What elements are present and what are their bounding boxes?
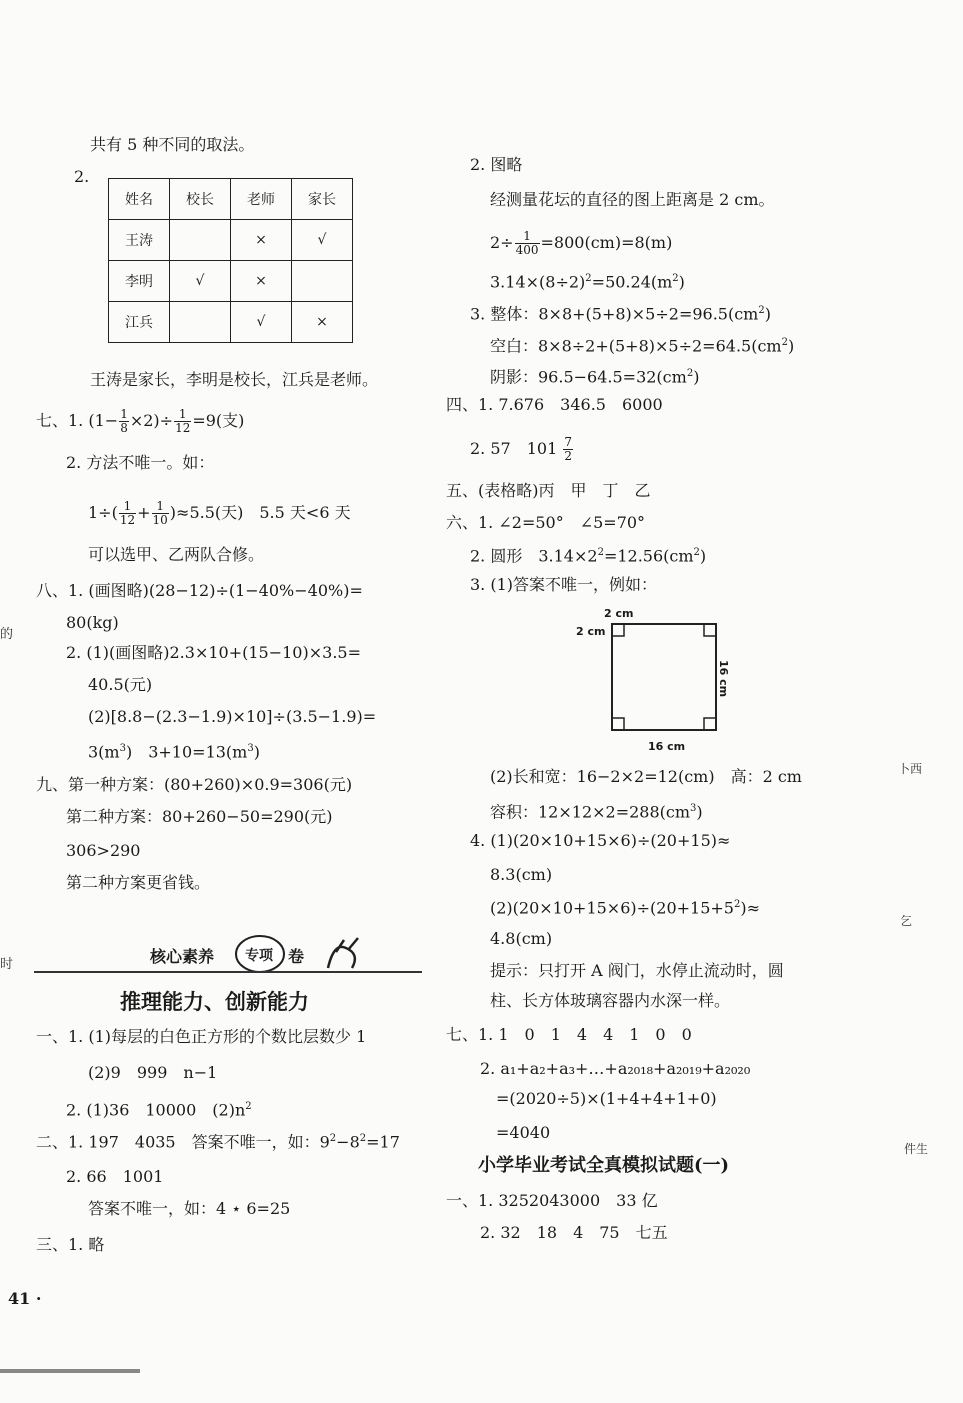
text-line: 2. 66 1001 xyxy=(66,1167,164,1186)
dim-label-right: 16 cm xyxy=(717,660,730,698)
box-net-figure xyxy=(570,604,740,754)
text-line: (2)[8.8−(2.3−1.9)×10]÷(3.5−1.9)= xyxy=(88,707,377,726)
text-fragment: =50.24(m xyxy=(591,272,673,292)
text-line: 经测量花坛的直径的图上距离是 2 cm。 xyxy=(490,190,775,209)
table-header-row xyxy=(109,179,353,220)
mascot-icon xyxy=(328,938,358,968)
corner-cut xyxy=(612,718,624,730)
text-line: 40.5(元) xyxy=(88,675,153,694)
table-cell: 王涛 xyxy=(109,220,170,261)
superscript: 3 xyxy=(119,743,126,754)
answer-6-4-2 xyxy=(490,894,760,919)
table-header-cell: 老师 xyxy=(231,179,292,220)
text-fragment: ) xyxy=(764,304,771,324)
fraction-denominator: 12 xyxy=(175,421,191,435)
dim-label-left: 2 cm xyxy=(576,625,606,638)
text-line: 九、第一种方案：(80+260)×0.9=306(元) xyxy=(36,775,353,794)
superscript: 2 xyxy=(245,1101,252,1112)
text-fragment: ) xyxy=(693,367,700,387)
text-fragment: ) xyxy=(787,336,795,356)
fraction-numerator: 1 xyxy=(119,500,136,514)
superscript: 2 xyxy=(781,337,788,348)
text-fragment: 容积：12×12×2=288(cm xyxy=(490,802,691,822)
answer-r3-shade xyxy=(490,363,699,388)
answer-s2-1 xyxy=(36,1128,400,1153)
text-line: =4040 xyxy=(496,1123,551,1142)
text-fragment: 阴影：96.5−64.5=32(cm xyxy=(490,367,687,387)
item-number: 2. xyxy=(74,167,90,186)
answer-7-1 xyxy=(36,408,244,435)
text-fragment: =17 xyxy=(366,1132,400,1152)
answer-r2-scale xyxy=(490,230,672,257)
text-fragment: −8 xyxy=(336,1132,360,1152)
divider xyxy=(34,971,422,973)
text-fragment: + xyxy=(137,503,151,522)
text-line: 提示：只打开 A 阀门，水停止流动时，圆 xyxy=(490,961,784,980)
section-banner xyxy=(148,924,368,974)
scan-artifact xyxy=(0,1369,140,1373)
text-line: 八、1. (画图略)(28−12)÷(1−40%−40%)= xyxy=(36,581,363,600)
fraction-numerator: 1 xyxy=(152,500,169,514)
table-cell: × xyxy=(292,302,353,343)
text-line: 七、1. 1 0 1 4 4 1 0 0 xyxy=(446,1025,692,1044)
text-fragment: 2. (1)36 10000 (2)n xyxy=(66,1100,246,1120)
answer-6-3-volume xyxy=(490,798,703,823)
table-header-cell: 校长 xyxy=(170,179,231,220)
text-fragment: 空白：8×8÷2+(5+8)×5÷2=64.5(cm xyxy=(490,336,782,356)
table-cell xyxy=(292,261,353,302)
text-fragment: 3.14×(8÷2) xyxy=(490,272,586,292)
superscript: 3 xyxy=(690,803,697,814)
table-row xyxy=(109,261,353,302)
text-fragment: ) xyxy=(253,742,260,762)
fraction xyxy=(174,408,191,435)
fraction xyxy=(563,436,573,463)
logic-table xyxy=(108,178,353,343)
text-line: 2. 图略 xyxy=(470,155,523,174)
table-row xyxy=(109,302,353,343)
table-cell: √ xyxy=(231,302,292,343)
superscript: 2 xyxy=(585,273,592,284)
text-line: =(2020÷5)×(1+4+4+1+0) xyxy=(496,1089,717,1108)
table-cell: √ xyxy=(292,220,353,261)
table-header-cell: 姓名 xyxy=(109,179,170,220)
text-line: 2. 方法不唯一。如： xyxy=(66,453,215,472)
superscript: 2 xyxy=(672,273,679,284)
superscript: 2 xyxy=(733,899,741,910)
text-line: 306>290 xyxy=(66,841,141,860)
answer-r3-total xyxy=(470,300,771,325)
text-line: 一、1. (1)每层的白色正方形的个数比层数少 1 xyxy=(36,1027,367,1046)
superscript: 3 xyxy=(247,743,254,754)
table-cell: × xyxy=(231,261,292,302)
text-line: 共有 5 种不同的取法。 xyxy=(90,135,255,154)
margin-mark: 卜西 xyxy=(898,762,923,776)
text-fragment: =12.56(cm xyxy=(603,546,694,566)
fraction-numerator: 1 xyxy=(174,408,191,422)
superscript: 2 xyxy=(758,305,765,316)
fraction-denominator: 2 xyxy=(564,449,572,463)
text-line: 4.8(cm) xyxy=(490,929,553,948)
banner-tail-text: 卷 xyxy=(288,947,305,966)
table-row xyxy=(109,220,353,261)
superscript: 2 xyxy=(597,547,604,558)
text-line: 四、1. 7.676 346.5 6000 xyxy=(446,395,663,414)
corner-cut xyxy=(704,718,716,730)
dim-label-bottom: 16 cm xyxy=(648,740,686,753)
answer-4-2 xyxy=(470,436,574,463)
mock-exam-title: 小学毕业考试全真模拟试题(一) xyxy=(478,1155,730,1176)
fraction-denominator: 400 xyxy=(515,243,539,257)
text-fragment: (2)(20×10+15×6)÷(20+15+5 xyxy=(490,898,734,918)
table-cell xyxy=(170,302,231,343)
fraction-denominator: 10 xyxy=(152,513,168,527)
answer-8-2-volume xyxy=(88,738,260,763)
text-fragment: )≈5.5(天) 5.5 天<6 天 xyxy=(169,503,351,522)
text-line: 2. 32 18 4 75 七五 xyxy=(480,1223,668,1242)
text-fragment: 七、1. (1− xyxy=(36,411,119,430)
answer-s1-2 xyxy=(66,1096,252,1121)
fraction xyxy=(119,500,136,527)
text-line: 可以选甲、乙两队合修。 xyxy=(88,545,265,564)
margin-mark: 的 xyxy=(0,627,14,642)
fraction-numerator: 1 xyxy=(120,407,128,421)
text-line: 六、1. ∠2=50° ∠5=70° xyxy=(446,513,646,532)
banner-badge-text: 专项 xyxy=(245,948,273,964)
answer-r2-area xyxy=(490,268,685,293)
text-line: 2. a₁+a₂+a₃+…+a₂₀₁₈+a₂₀₁₉+a₂₀₂₀ xyxy=(480,1059,751,1078)
text-line: 柱、长方体玻璃容器内水深一样。 xyxy=(490,991,731,1010)
superscript: 2 xyxy=(359,1133,367,1144)
dim-label-top: 2 cm xyxy=(604,607,634,620)
text-line: 五、(表格略)丙 甲 丁 乙 xyxy=(446,481,651,500)
text-line: 2. (1)(画图略)2.3×10+(15−10)×3.5= xyxy=(66,643,361,662)
banner-text: 核心素养 xyxy=(150,947,215,966)
corner-cut xyxy=(612,624,624,636)
superscript: 2 xyxy=(693,547,700,558)
fraction xyxy=(152,500,169,527)
text-fragment: 3(m xyxy=(88,742,120,762)
text-line: 80(kg) xyxy=(66,613,119,632)
text-fragment: 2. 圆形 3.14×2 xyxy=(470,546,598,566)
answer-7-2-formula xyxy=(88,500,351,527)
text-line: 第二种方案：80+260−50=290(元) xyxy=(66,807,333,826)
text-fragment: 1÷( xyxy=(88,503,118,522)
fraction-numerator: 7 xyxy=(564,435,572,449)
fraction xyxy=(119,408,129,435)
superscript: 2 xyxy=(329,1133,337,1144)
text-fragment: 二、1. 197 4035 答案不唯一，如：9 xyxy=(36,1132,330,1152)
text-line: 一、1. 3252043000 33 亿 xyxy=(446,1191,658,1210)
text-line: (2)9 999 n−1 xyxy=(88,1063,218,1082)
text-line: 第二种方案更省钱。 xyxy=(66,873,211,892)
text-fragment: ) xyxy=(699,546,707,566)
text-fragment: 2. 57 101 xyxy=(470,439,558,458)
answer-6-2 xyxy=(470,542,706,567)
superscript: 2 xyxy=(686,368,694,379)
fraction xyxy=(515,230,540,257)
text-line: 王涛是家长，李明是校长，江兵是老师。 xyxy=(90,370,379,389)
fraction-numerator: 1 xyxy=(515,230,540,244)
text-fragment: ) xyxy=(678,272,685,292)
text-line: (2)长和宽：16−2×2=12(cm) 高：2 cm xyxy=(490,767,802,786)
text-fragment: =9(支) xyxy=(192,411,245,430)
text-line: 3. (1)答案不唯一，例如： xyxy=(470,575,658,594)
fraction-denominator: 12 xyxy=(119,513,136,527)
text-line: 答案不唯一，如：4 ⋆ 6=25 xyxy=(88,1199,291,1218)
margin-mark: 件生 xyxy=(904,1142,929,1156)
table-header-cell: 家长 xyxy=(292,179,353,220)
table-cell xyxy=(170,220,231,261)
corner-cut xyxy=(704,624,716,636)
text-fragment: =800(cm)=8(m) xyxy=(540,233,673,252)
text-line: 8.3(cm) xyxy=(490,865,553,884)
text-fragment: ) xyxy=(696,802,703,822)
table-cell: 李明 xyxy=(109,261,170,302)
page-number: 41 · xyxy=(8,1289,42,1308)
text-line: 4. (1)(20×10+15×6)÷(20+15)≈ xyxy=(470,831,731,850)
answer-r3-blank xyxy=(490,332,794,357)
table-cell: 江兵 xyxy=(109,302,170,343)
table-cell: √ xyxy=(170,261,231,302)
text-fragment: )≈ xyxy=(740,898,761,918)
text-fragment: 3. 整体：8×8+(5+8)×5÷2=96.5(cm xyxy=(470,304,759,324)
fraction-denominator: 8 xyxy=(120,421,128,435)
section-title: 推理能力、创新能力 xyxy=(120,989,309,1014)
text-fragment: 2÷ xyxy=(490,233,514,252)
table-cell: × xyxy=(231,220,292,261)
text-fragment: ×2)÷ xyxy=(129,411,174,430)
text-line: 三、1. 略 xyxy=(36,1235,105,1254)
square-outline xyxy=(612,624,716,730)
margin-mark: 乞 xyxy=(900,914,913,928)
text-fragment: ) 3+10=13(m xyxy=(125,742,248,762)
margin-mark: 时 xyxy=(0,957,14,972)
